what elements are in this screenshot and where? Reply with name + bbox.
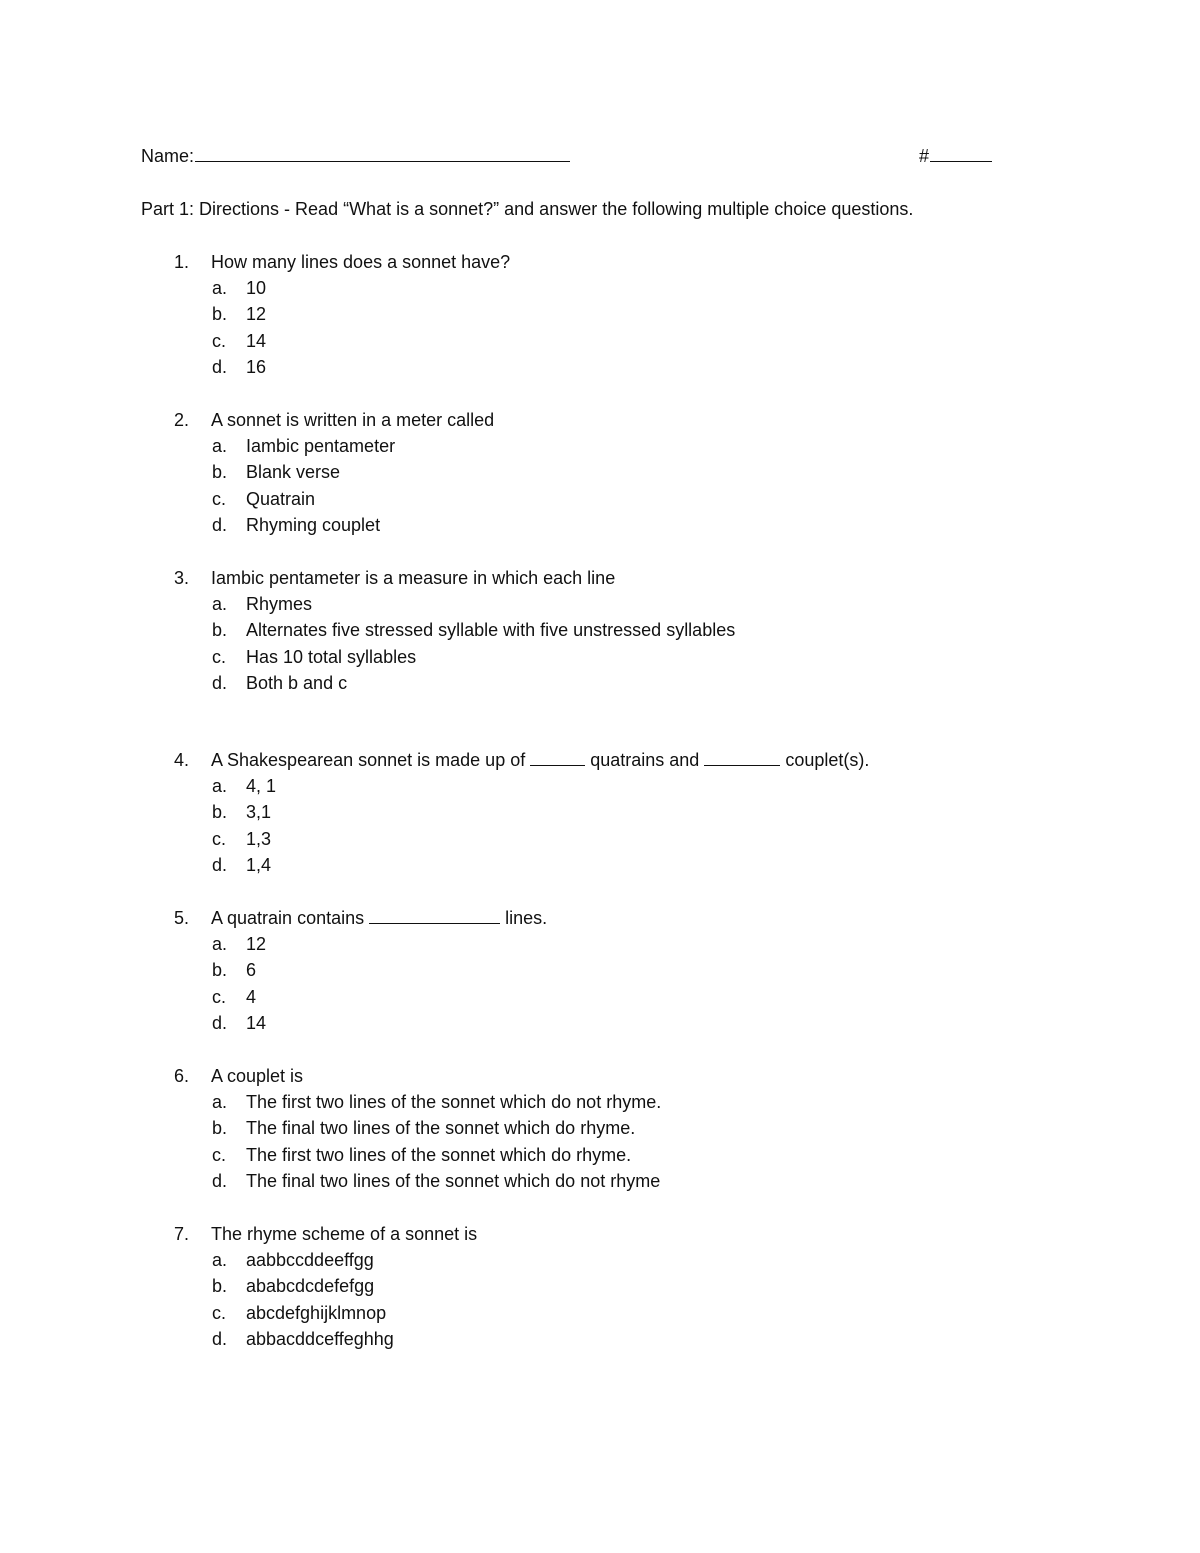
option-text: 6: [246, 960, 257, 981]
option-letter: d.: [212, 854, 228, 875]
option-letter: a.: [212, 1092, 228, 1112]
number-label: #: [919, 146, 930, 166]
question-text-part: A quatrain contains: [211, 908, 370, 928]
option-text: 10: [246, 278, 267, 298]
option-a[interactable]: [0, 773, 1200, 799]
option-text: 16: [246, 356, 267, 377]
option-letter: d.: [212, 672, 228, 693]
option-a[interactable]: [0, 931, 1200, 957]
question-stem: [0, 1063, 1200, 1089]
question-text: How many lines does a sonnet have?: [211, 252, 511, 272]
option-b[interactable]: [0, 1273, 1200, 1299]
option-letter: c.: [212, 488, 227, 509]
option-letter: b.: [212, 1118, 228, 1139]
option-letter: c.: [212, 1302, 227, 1323]
option-text: 14: [246, 330, 267, 351]
question-text: [211, 747, 869, 773]
option-text: Blank verse: [246, 462, 341, 483]
option-letter: b.: [212, 620, 228, 641]
option-a[interactable]: [0, 1247, 1200, 1273]
option-text: The final two lines of the sonnet which do rhyme.: [246, 1118, 636, 1139]
option-letter: a.: [212, 1250, 228, 1270]
option-d[interactable]: [0, 1168, 1200, 1194]
option-text: The final two lines of the sonnet which do not rhyme: [246, 1170, 661, 1191]
option-c[interactable]: [0, 1300, 1200, 1326]
answer-blank[interactable]: [530, 750, 585, 766]
question-stem: [0, 1221, 1200, 1247]
question-7: [0, 1221, 1200, 1352]
question-text: Iambic pentameter is a measure in which each line: [211, 568, 616, 588]
question-6: [0, 1063, 1200, 1194]
option-letter: c.: [212, 828, 227, 849]
option-c[interactable]: [0, 644, 1200, 670]
option-c[interactable]: [0, 984, 1200, 1010]
option-text: 12: [246, 934, 267, 954]
question-number: 5.: [174, 908, 190, 928]
option-d[interactable]: [0, 1010, 1200, 1036]
question-stem: [0, 565, 1200, 591]
answer-blank[interactable]: [704, 750, 780, 766]
option-letter: d.: [212, 1012, 228, 1033]
name-field[interactable]: [141, 144, 576, 168]
option-text: Has 10 total syllables: [246, 646, 417, 667]
option-text: Alternates five stressed syllable with five unstressed syllables: [246, 620, 736, 641]
question-text: A couplet is: [211, 1066, 304, 1086]
option-a[interactable]: [0, 433, 1200, 459]
option-b[interactable]: [0, 617, 1200, 643]
option-letter: a.: [212, 594, 228, 614]
option-letter: d.: [212, 356, 228, 377]
question-number: 7.: [174, 1224, 190, 1244]
question-text-part: quatrains and: [585, 750, 705, 770]
question-text-part: A Shakespearean sonnet is made up of: [211, 750, 531, 770]
option-letter: b.: [212, 304, 228, 325]
directions-text: Part 1: Directions - Read “What is a sonnet?” and answer the following multiple choice questions.: [141, 199, 914, 219]
question-stem: [0, 407, 1200, 433]
question-4: [0, 747, 1200, 878]
option-text: 4, 1: [246, 776, 277, 796]
question-stem: [0, 905, 1200, 931]
option-text: abbacddceffeghhg: [246, 1328, 394, 1349]
option-d[interactable]: [0, 512, 1200, 538]
option-text: 4: [246, 986, 257, 1007]
option-text: Both b and c: [246, 672, 348, 693]
question-number: 3.: [174, 568, 190, 588]
option-text: abcdefghijklmnop: [246, 1302, 387, 1323]
number-field[interactable]: [919, 144, 999, 168]
question-stem: [0, 747, 1200, 773]
option-letter: a.: [212, 776, 228, 796]
question-2: [0, 407, 1200, 538]
option-letter: b.: [212, 462, 228, 483]
option-text: ababcdcdefefgg: [246, 1276, 375, 1297]
name-blank[interactable]: [195, 147, 570, 162]
option-letter: b.: [212, 960, 228, 981]
option-letter: a.: [212, 436, 228, 456]
option-d[interactable]: [0, 852, 1200, 878]
question-text: The rhyme scheme of a sonnet is: [211, 1224, 478, 1244]
answer-blank[interactable]: [369, 908, 500, 924]
option-b[interactable]: [0, 1115, 1200, 1141]
option-text: Rhymes: [246, 594, 313, 614]
option-letter: c.: [212, 1144, 227, 1165]
question-number: 1.: [174, 252, 190, 272]
option-letter: d.: [212, 514, 228, 535]
option-letter: c.: [212, 330, 227, 351]
option-a[interactable]: [0, 591, 1200, 617]
option-text: The first two lines of the sonnet which do not rhyme.: [246, 1092, 662, 1112]
question-text-part: couplet(s).: [780, 750, 870, 770]
option-text: 1,4: [246, 854, 272, 875]
option-text: Rhyming couplet: [246, 514, 381, 535]
option-b[interactable]: [0, 301, 1200, 327]
option-text: Quatrain: [246, 488, 316, 509]
option-text: Iambic pentameter: [246, 436, 396, 456]
option-text: The first two lines of the sonnet which do rhyme.: [246, 1144, 632, 1165]
question-3: [0, 565, 1200, 696]
option-text: 12: [246, 304, 267, 325]
option-c[interactable]: [0, 826, 1200, 852]
option-letter: b.: [212, 1276, 228, 1297]
option-b[interactable]: [0, 459, 1200, 485]
question-stem: [0, 249, 1200, 275]
question-number: 6.: [174, 1066, 190, 1086]
question-number: 4.: [174, 750, 190, 770]
option-d[interactable]: [0, 670, 1200, 696]
option-b[interactable]: [0, 799, 1200, 825]
question-text-part: lines.: [500, 908, 548, 928]
option-letter: d.: [212, 1170, 228, 1191]
option-d[interactable]: [0, 1326, 1200, 1352]
option-letter: c.: [212, 986, 227, 1007]
option-c[interactable]: [0, 1142, 1200, 1168]
option-b[interactable]: [0, 957, 1200, 983]
number-blank[interactable]: [930, 147, 992, 162]
option-letter: a.: [212, 278, 228, 298]
option-c[interactable]: [0, 328, 1200, 354]
option-letter: b.: [212, 802, 228, 823]
option-d[interactable]: [0, 354, 1200, 380]
question-5: [0, 905, 1200, 1036]
option-c[interactable]: [0, 486, 1200, 512]
question-number: 2.: [174, 410, 190, 430]
option-letter: a.: [212, 934, 228, 954]
option-text: 14: [246, 1012, 267, 1033]
question-1: [0, 249, 1200, 380]
option-text: 1,3: [246, 828, 272, 849]
option-a[interactable]: [0, 1089, 1200, 1115]
question-text: A sonnet is written in a meter called: [211, 410, 495, 430]
option-letter: d.: [212, 1328, 228, 1349]
name-label: Name:: [141, 146, 195, 166]
option-letter: c.: [212, 646, 227, 667]
option-text: aabbccddeeffgg: [246, 1250, 374, 1270]
option-text: 3,1: [246, 802, 272, 823]
question-text: [211, 905, 547, 931]
option-a[interactable]: [0, 275, 1200, 301]
